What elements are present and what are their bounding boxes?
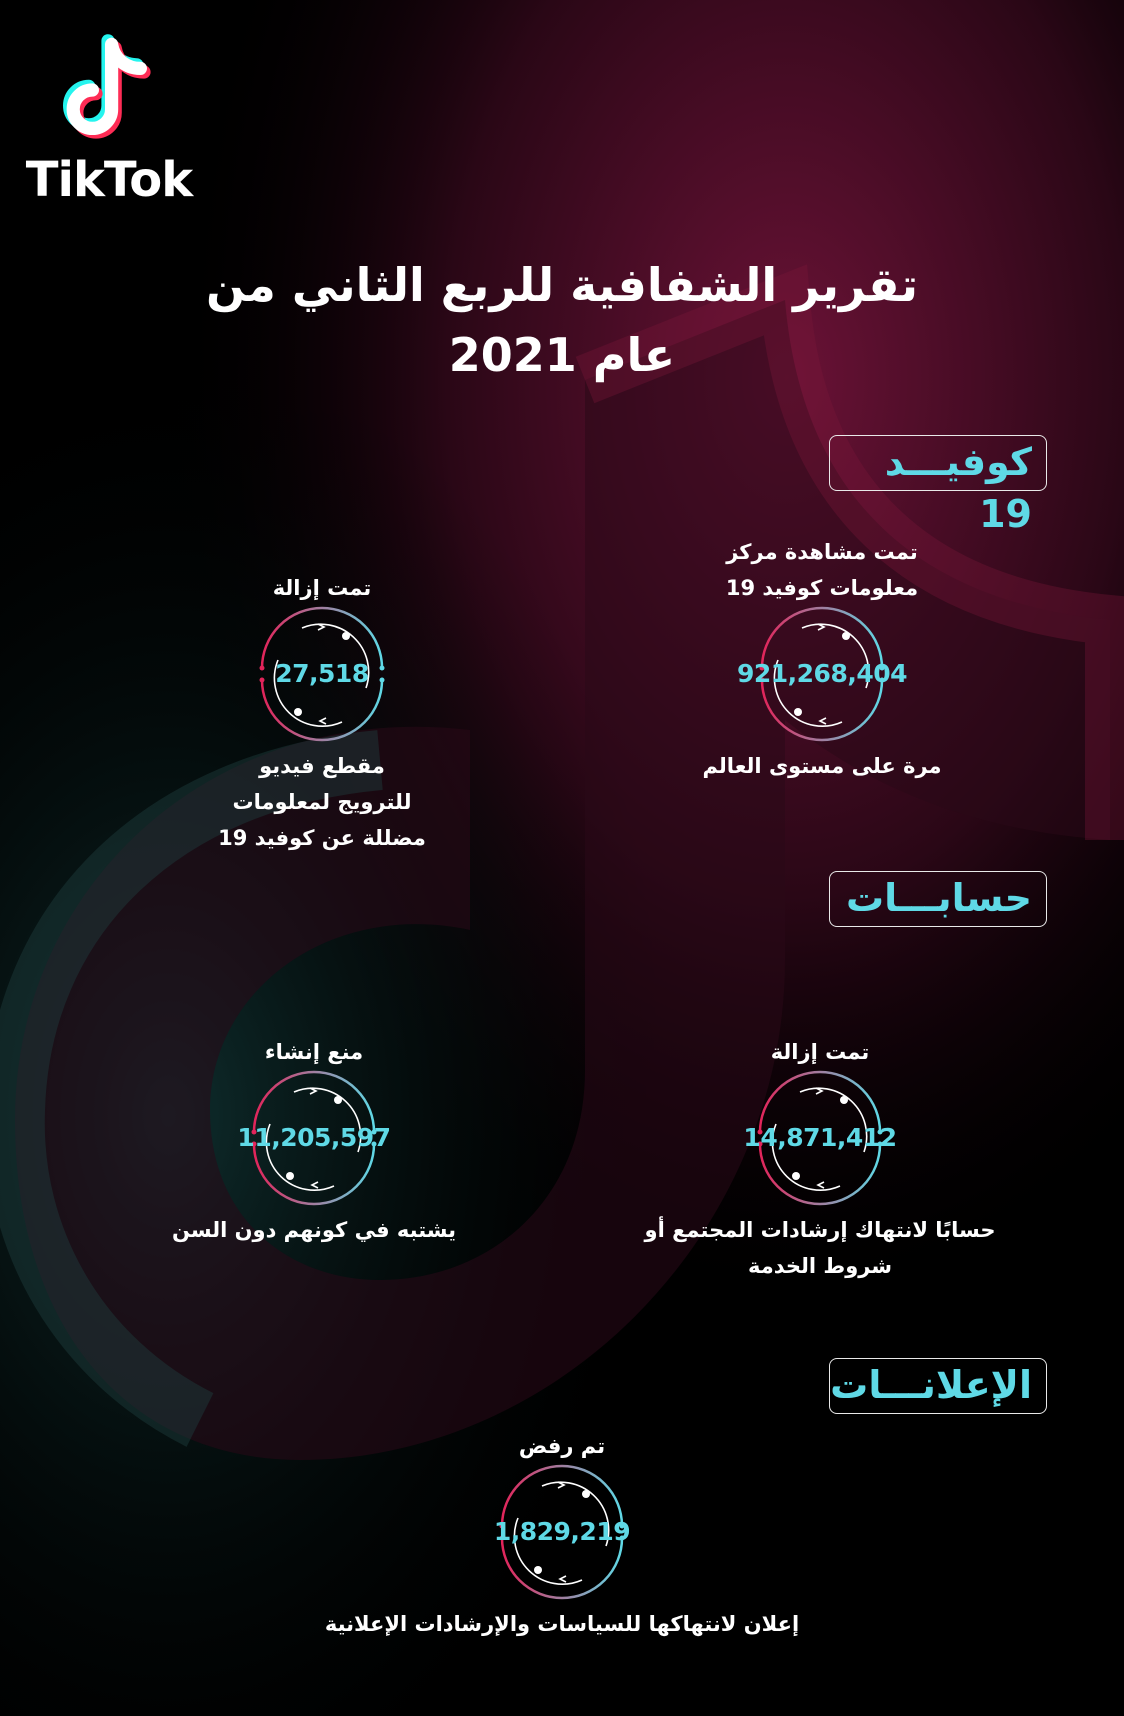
stat-number: 27,518 — [275, 659, 369, 688]
stat-covid-views — [622, 534, 1022, 784]
stat-bottom-line: إعلان لانتهاكها للسياسات والإرشادات الإعلانية — [324, 1612, 800, 1636]
stat-top-line: تم رفض — [518, 1434, 606, 1458]
title-line-1: تقرير الشفافية للربع الثاني من — [205, 258, 919, 312]
tiktok-note-icon — [54, 30, 174, 150]
progress-ring — [743, 1070, 897, 1206]
progress-ring — [494, 1464, 630, 1600]
stat-bottom-line: للترويج لمعلومات — [232, 790, 412, 814]
stat-top-line: منع إنشاء — [264, 1040, 364, 1064]
stat-ads-rejected — [324, 1428, 800, 1642]
stat-number: 921,268,404 — [736, 659, 908, 688]
stat-top-line: تمت إزالة — [272, 576, 372, 600]
stat-top-line: معلومات كوفيد 19 — [725, 576, 919, 600]
section-heading-ads: الإعلانـــات — [829, 1358, 1047, 1414]
section-heading-covid: كوفيـــد 19 — [829, 435, 1047, 491]
stat-accounts-removed — [620, 1034, 1020, 1284]
stat-bottom-line: شروط الخدمة — [748, 1254, 892, 1278]
stat-top-line: تمت إزالة — [770, 1040, 870, 1064]
section-heading-accounts: حسابـــات — [829, 871, 1047, 927]
stat-accounts-prevented — [114, 1034, 514, 1248]
stat-number: 14,871,412 — [743, 1123, 897, 1152]
stat-bottom-line: مرة على مستوى العالم — [702, 754, 942, 778]
stat-bottom-line: يشتبه في كونهم دون السن — [171, 1218, 457, 1242]
stat-bottom-line: مضللة عن كوفيد 19 — [218, 826, 426, 850]
stat-number: 11,205,597 — [237, 1123, 391, 1152]
stat-bottom-line: مقطع فيديو — [259, 754, 385, 778]
progress-ring — [237, 1070, 391, 1206]
title-line-2: عام 2021 — [448, 328, 676, 382]
page-title — [162, 250, 962, 390]
progress-ring — [254, 606, 390, 742]
tiktok-logo — [14, 30, 204, 210]
tiktok-wordmark: TikTok — [25, 152, 193, 208]
progress-ring — [736, 606, 908, 742]
stat-bottom-line: حسابًا لانتهاك إرشادات المجتمع أو — [644, 1218, 996, 1242]
stat-covid-videos — [122, 570, 522, 856]
stat-top-line: تمت مشاهدة مركز — [726, 540, 918, 564]
stat-number: 1,829,219 — [493, 1517, 631, 1546]
